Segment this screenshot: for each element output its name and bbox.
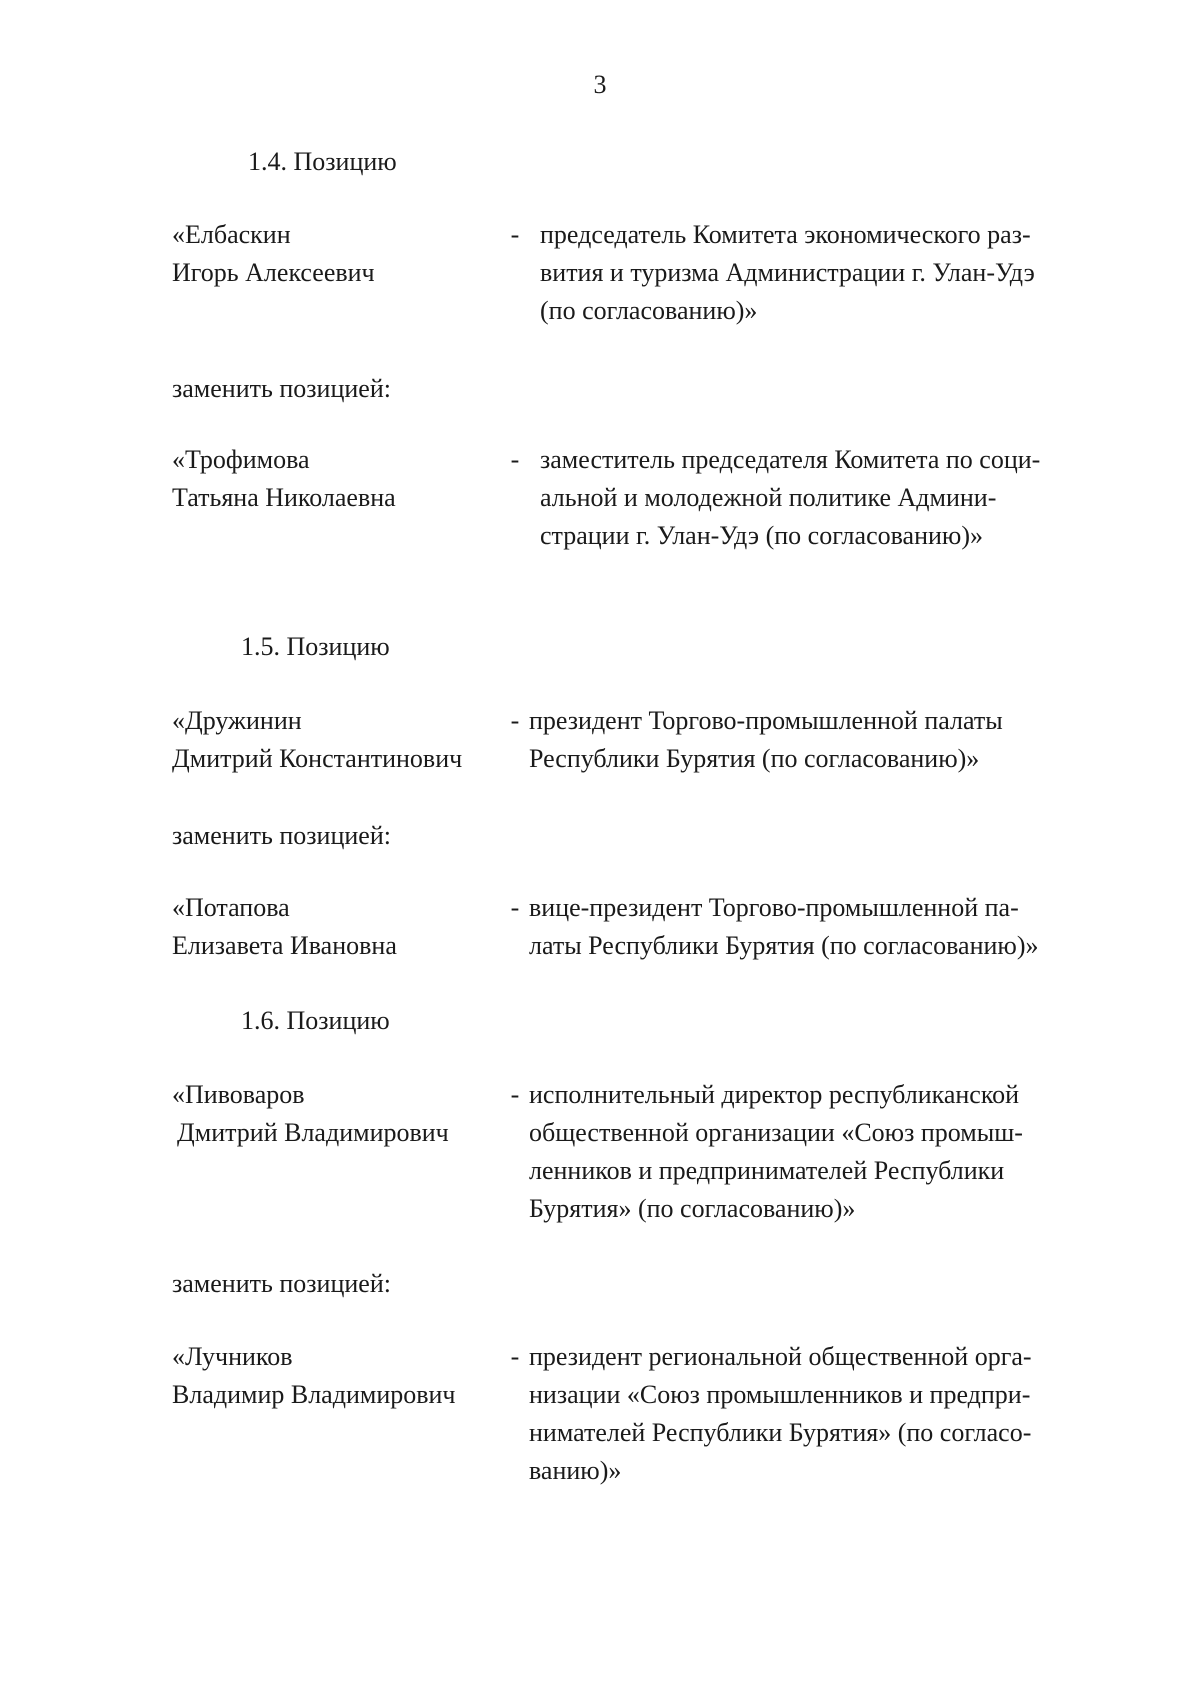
replace-label: заменить позицией: (172, 374, 391, 403)
entry-old-description (529, 1076, 1096, 1228)
entry-new-description (529, 889, 1084, 965)
name-line: «Лучников (172, 1342, 293, 1371)
entry-old-name (172, 1076, 449, 1152)
entry-new-name (172, 889, 397, 965)
entry-dash: - (510, 1342, 520, 1371)
entry-new-description (529, 1338, 1096, 1490)
description-line: ленников и предпринимателей Республики (529, 1156, 1005, 1185)
entry-new-name (172, 1338, 456, 1414)
description-line: общественной организации «Союз промыш- (529, 1118, 1023, 1147)
description-line: низации «Союз промышленников и предпри- (529, 1380, 1031, 1409)
description-line: ванию)» (529, 1456, 622, 1485)
entry-old-description (529, 702, 1088, 778)
name-line: Дмитрий Константинович (172, 744, 463, 773)
description-line: президент региональной общественной орга- (529, 1342, 1032, 1371)
name-line: Игорь Алексеевич (172, 258, 375, 287)
description-line: альной и молодежной политике Админи- (540, 483, 997, 512)
description-line: исполнительный директор республиканской (529, 1080, 1020, 1109)
name-line: «Трофимова (172, 445, 310, 474)
entry-dash: - (510, 706, 520, 735)
entry-dash: - (510, 1080, 520, 1109)
name-line: Владимир Владимирович (172, 1380, 456, 1409)
entry-new-description (540, 441, 1080, 555)
name-line: «Дружинин (172, 706, 302, 735)
section-1-6-heading: 1.6. Позицию (241, 1006, 390, 1035)
description-line: нимателей Республики Бурятия» (по согласо- (529, 1418, 1032, 1447)
description-line: латы Республики Бурятия (по согласованию)» (529, 931, 1039, 960)
replace-label: заменить позицией: (172, 821, 391, 850)
page-number: 3 (593, 70, 607, 99)
description-line: председатель Комитета экономического раз- (540, 220, 1031, 249)
description-line: вития и туризма Администрации г. Улан-Удэ (540, 258, 1035, 287)
entry-dash: - (510, 220, 520, 249)
name-line: Татьяна Николаевна (172, 483, 396, 512)
section-1-5-heading: 1.5. Позицию (241, 632, 390, 661)
entry-dash: - (510, 893, 520, 922)
entry-new-name (172, 441, 396, 517)
name-line: «Пивоваров (172, 1080, 305, 1109)
description-line: президент Торгово-промышленной палаты (529, 706, 1003, 735)
section-1-4-heading: 1.4. Позицию (248, 147, 397, 176)
description-line: (по согласованию)» (540, 296, 758, 325)
entry-old-name (172, 216, 375, 292)
name-line: «Елбаскин (172, 220, 291, 249)
name-line: «Потапова (172, 893, 290, 922)
description-line: Республики Бурятия (по согласованию)» (529, 744, 980, 773)
name-line: Дмитрий Владимирович (177, 1118, 449, 1147)
description-line: заместитель председателя Комитета по соци- (540, 445, 1041, 474)
description-line: Бурятия» (по согласованию)» (529, 1194, 856, 1223)
entry-old-description (540, 216, 1106, 330)
entry-dash: - (510, 445, 520, 474)
entry-old-name (172, 702, 462, 778)
description-line: вице-президент Торгово-промышленной па- (529, 893, 1019, 922)
name-line: Елизавета Ивановна (172, 931, 397, 960)
description-line: страции г. Улан-Удэ (по согласованию)» (540, 521, 983, 550)
replace-label: заменить позицией: (172, 1269, 391, 1298)
